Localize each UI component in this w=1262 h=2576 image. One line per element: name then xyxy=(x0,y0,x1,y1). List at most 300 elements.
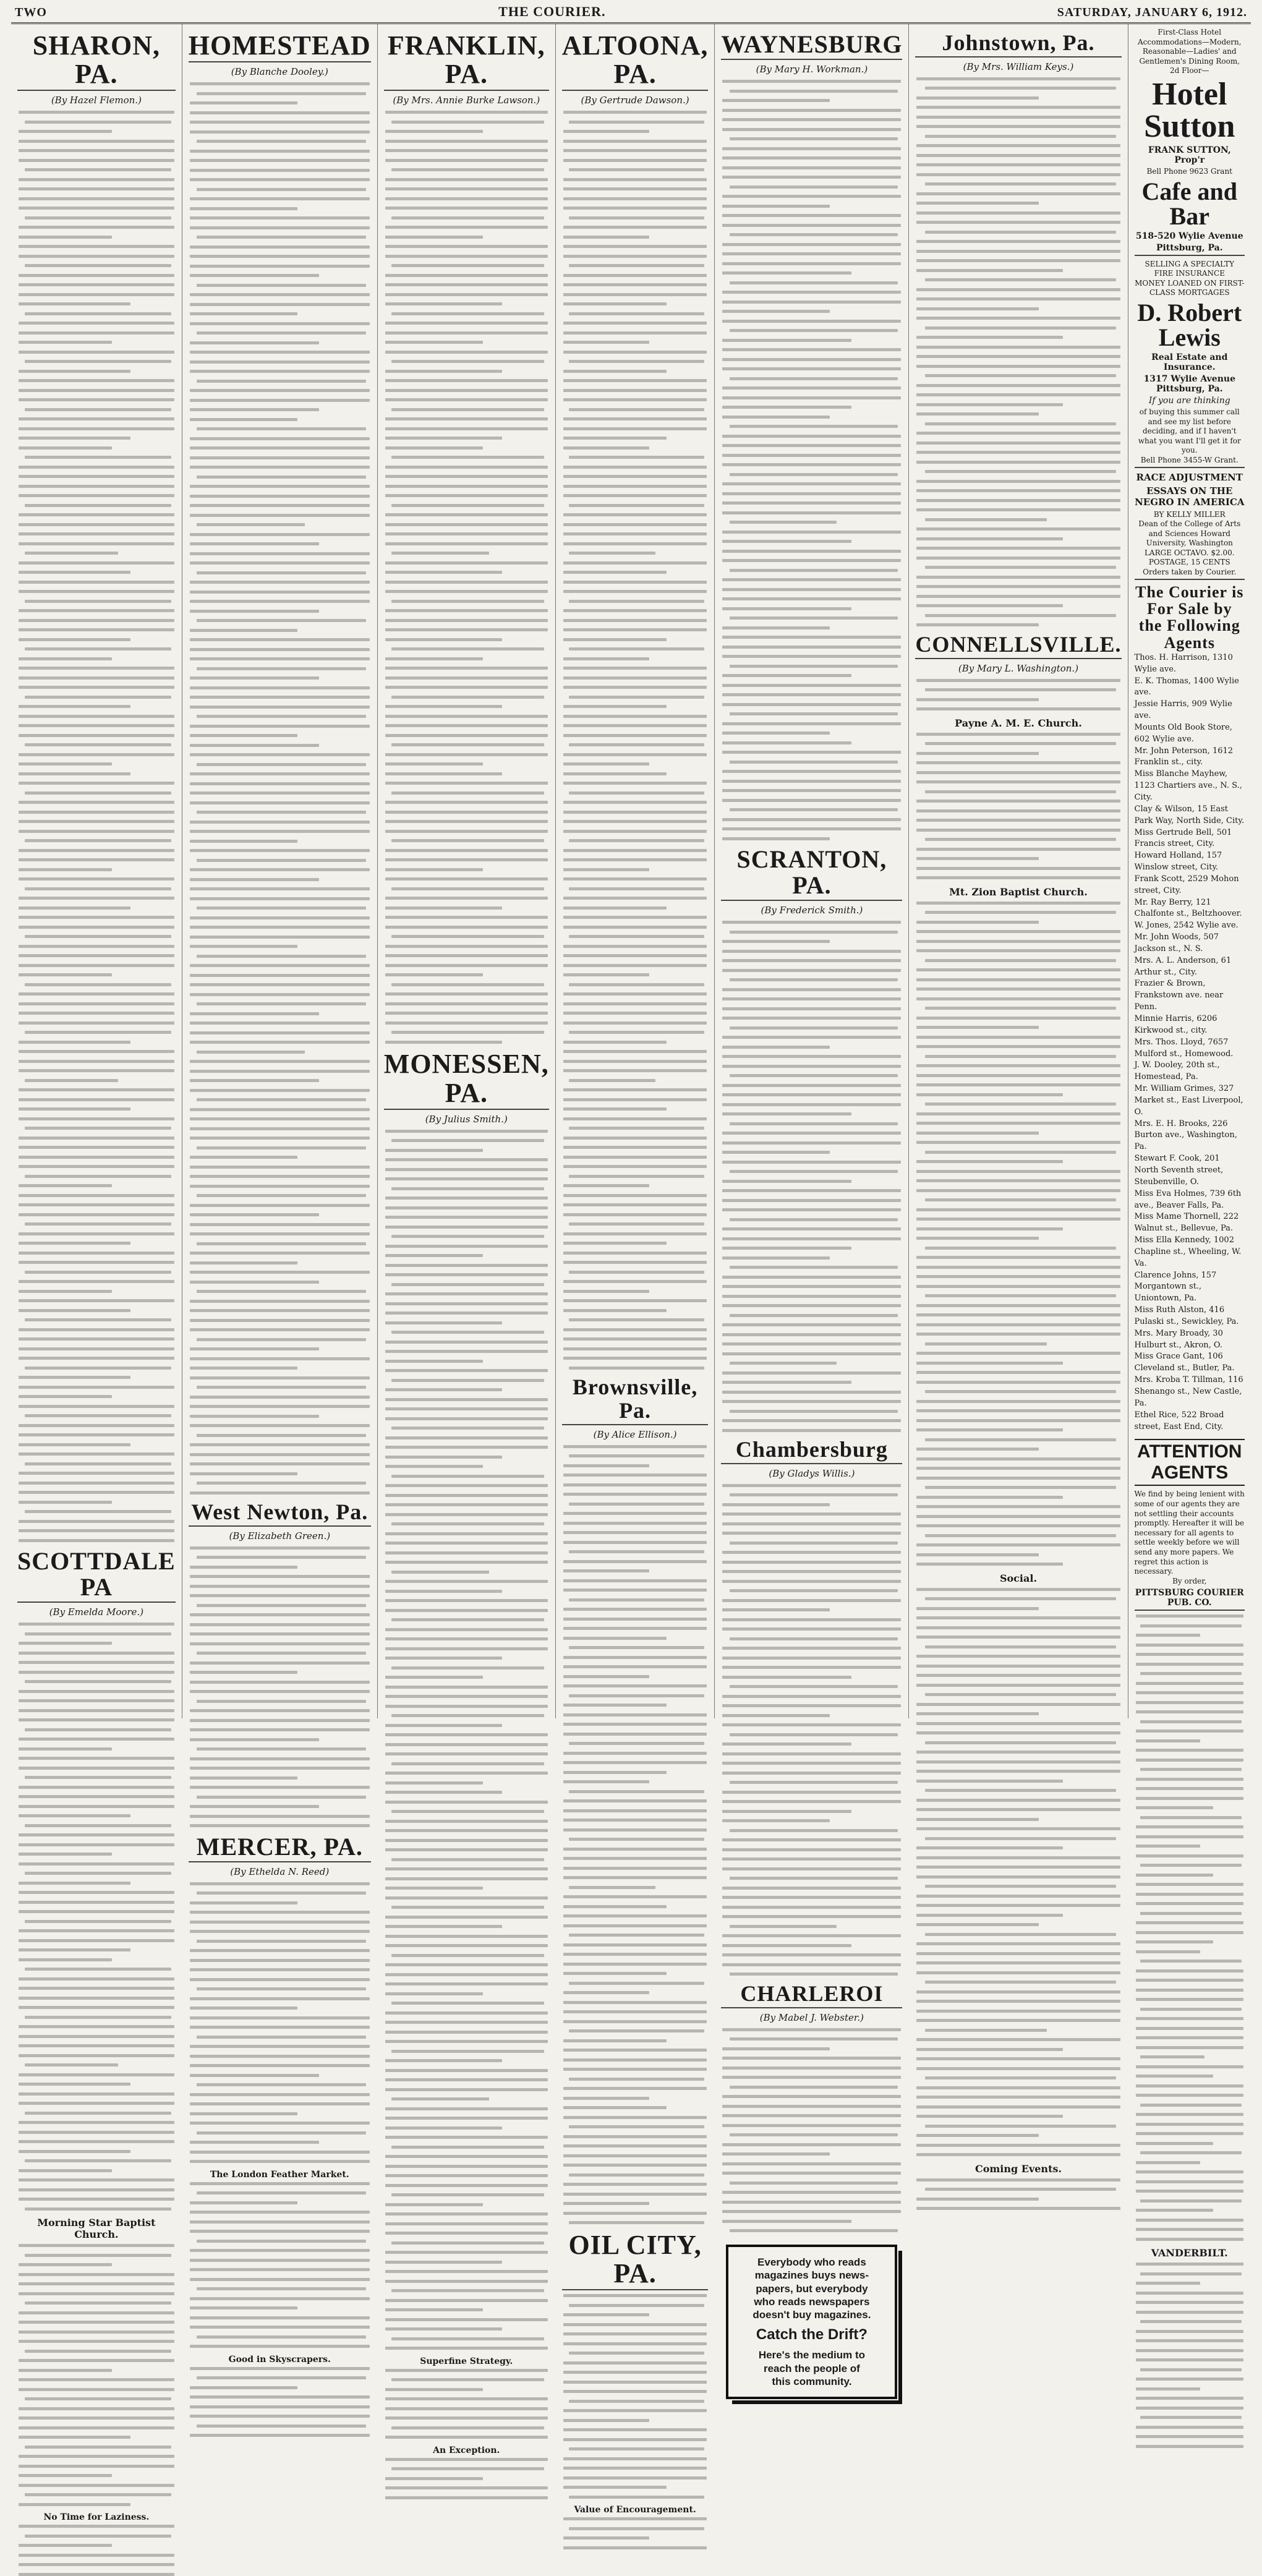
text-line xyxy=(563,657,650,660)
text-line xyxy=(569,2352,704,2355)
text-line xyxy=(916,1990,1120,1994)
text-line xyxy=(190,1070,370,1073)
text-line xyxy=(925,1597,1116,1600)
text-line xyxy=(563,2087,707,2090)
text-line xyxy=(190,130,370,134)
text-line xyxy=(19,1901,174,1904)
text-line xyxy=(19,1107,130,1111)
body-text xyxy=(722,80,901,840)
lewis-ad-sub: Real Estate and Insurance. xyxy=(1151,352,1228,372)
text-line xyxy=(563,331,707,335)
text-line xyxy=(563,724,707,727)
text-line xyxy=(391,2378,544,2381)
text-line xyxy=(391,1139,544,1142)
text-line xyxy=(25,1872,171,1875)
text-line xyxy=(563,609,707,612)
text-line xyxy=(385,590,548,593)
text-line xyxy=(1136,1874,1214,1877)
section-head-scottdale: SCOTTDALE PA xyxy=(17,1547,176,1601)
text-line xyxy=(722,1848,901,1851)
text-line xyxy=(19,1424,174,1427)
text-line xyxy=(190,1901,298,1904)
text-line xyxy=(722,703,901,706)
text-line xyxy=(1136,2349,1243,2352)
text-line xyxy=(385,1465,483,1468)
text-line xyxy=(730,473,898,476)
text-line xyxy=(25,887,171,890)
text-line xyxy=(1136,1854,1243,1857)
text-line xyxy=(190,2434,370,2437)
text-line xyxy=(19,2131,174,2134)
text-line xyxy=(385,1705,548,1708)
text-line xyxy=(563,1146,707,1149)
text-line xyxy=(385,1321,502,1324)
text-line xyxy=(569,1079,655,1082)
text-line xyxy=(190,2151,370,2154)
text-line xyxy=(19,1491,174,1494)
text-line xyxy=(190,2415,370,2418)
text-line xyxy=(19,1088,174,1091)
text-line xyxy=(385,187,548,190)
text-line xyxy=(563,2144,707,2147)
text-line xyxy=(385,494,548,497)
text-line xyxy=(19,1757,174,1760)
text-line xyxy=(19,715,174,718)
text-line xyxy=(925,2029,1047,2032)
text-line xyxy=(916,1218,1120,1221)
text-line xyxy=(385,532,548,535)
text-line xyxy=(925,1151,1116,1154)
text-line xyxy=(916,163,1120,166)
text-line xyxy=(19,2035,174,2038)
text-line xyxy=(722,147,901,150)
text-line xyxy=(916,2115,1063,2118)
text-line xyxy=(190,533,370,536)
text-line xyxy=(197,1386,366,1389)
text-line xyxy=(563,1252,707,1255)
text-line xyxy=(190,485,370,488)
text-line xyxy=(916,461,1120,464)
text-line xyxy=(563,1589,707,1592)
text-line xyxy=(19,1290,112,1293)
cta-line: doesn't buy magazines. xyxy=(753,2309,871,2321)
text-line xyxy=(25,2397,171,2400)
text-line xyxy=(916,867,1120,870)
divider xyxy=(384,90,549,91)
text-line xyxy=(385,1935,548,1938)
text-line xyxy=(916,968,1120,971)
text-line xyxy=(190,638,370,641)
text-line xyxy=(722,2172,901,2175)
text-line xyxy=(916,819,1120,822)
text-line xyxy=(25,1271,171,1274)
text-line xyxy=(563,2001,707,2004)
text-line xyxy=(563,801,707,804)
text-line xyxy=(385,724,548,727)
text-line xyxy=(19,1747,112,1751)
text-line xyxy=(1136,2209,1214,2212)
text-line xyxy=(916,623,1038,626)
text-line xyxy=(925,1885,1116,1888)
text-line xyxy=(916,1543,1120,1546)
text-line xyxy=(19,1833,174,1836)
text-line xyxy=(385,2165,548,2168)
text-line xyxy=(25,1920,171,1923)
text-line xyxy=(385,1158,548,1161)
text-line xyxy=(722,1599,901,1602)
text-line xyxy=(1136,1701,1243,1704)
text-line xyxy=(722,1896,901,1899)
text-line xyxy=(563,226,707,229)
text-line xyxy=(19,2282,174,2285)
text-line xyxy=(190,1472,298,1475)
text-line xyxy=(1136,2017,1243,2020)
text-line xyxy=(19,1997,174,2000)
text-line xyxy=(569,1222,704,1226)
text-line xyxy=(385,1609,548,1612)
text-line xyxy=(385,1177,548,1180)
text-line xyxy=(19,877,174,881)
text-line xyxy=(385,197,548,200)
text-line xyxy=(19,293,174,296)
text-line xyxy=(563,2294,707,2297)
text-line xyxy=(722,1007,901,1010)
text-line xyxy=(197,1194,366,1197)
text-line xyxy=(563,2202,650,2205)
text-line xyxy=(925,1486,1116,1489)
text-line xyxy=(19,1987,174,1990)
text-line xyxy=(1140,1720,1242,1723)
text-line xyxy=(19,1661,174,1664)
text-line xyxy=(722,128,901,131)
text-line xyxy=(916,1313,1120,1316)
text-line xyxy=(916,1684,1120,1687)
text-line xyxy=(569,1886,655,1889)
text-line xyxy=(1136,2378,1243,2381)
divider xyxy=(915,56,1121,58)
text-line xyxy=(190,2278,370,2281)
text-line xyxy=(563,475,707,478)
text-line xyxy=(391,2241,544,2245)
text-line xyxy=(385,1041,502,1044)
text-line xyxy=(385,657,483,660)
text-line xyxy=(385,992,548,996)
text-line xyxy=(916,1419,1120,1422)
text-line xyxy=(563,322,707,325)
text-line xyxy=(385,1254,483,1257)
text-line xyxy=(916,221,1120,224)
text-line xyxy=(190,1041,370,1044)
text-line xyxy=(385,1982,548,1985)
text-line xyxy=(722,454,901,457)
text-line xyxy=(925,1007,1116,1010)
text-line xyxy=(569,887,704,890)
lewis-ad-thinking: If you are thinking xyxy=(1148,395,1230,406)
text-line xyxy=(916,679,1120,682)
text-line xyxy=(1136,1759,1243,1762)
text-line xyxy=(563,1261,707,1264)
text-line xyxy=(730,521,837,524)
text-line xyxy=(563,1857,707,1860)
lewis-ad-name: D. Robert Lewis xyxy=(1137,298,1242,351)
text-line xyxy=(1136,2027,1243,2030)
text-line xyxy=(563,1819,707,1822)
text-line xyxy=(19,2359,174,2362)
text-line xyxy=(19,858,174,861)
text-line xyxy=(190,2259,370,2262)
text-line xyxy=(569,2029,704,2032)
text-line xyxy=(916,1237,1038,1240)
text-line xyxy=(563,1675,650,1678)
text-line xyxy=(19,2563,174,2566)
text-line xyxy=(563,945,707,948)
text-line xyxy=(197,667,366,670)
text-line xyxy=(563,762,650,766)
text-line xyxy=(722,1017,901,1020)
text-line xyxy=(1136,1940,1214,1943)
text-line xyxy=(916,2096,1120,2099)
divider xyxy=(721,1463,902,1464)
text-line xyxy=(1136,1921,1243,1924)
text-line xyxy=(19,705,130,708)
text-line xyxy=(722,1151,829,1154)
text-line xyxy=(916,2178,1120,2181)
text-line xyxy=(1140,1768,1242,1771)
text-line xyxy=(563,1021,707,1025)
text-line xyxy=(190,897,370,900)
text-line xyxy=(190,1213,320,1216)
text-line xyxy=(722,1944,851,1947)
text-line xyxy=(391,1714,544,1717)
text-line xyxy=(19,542,174,545)
text-line xyxy=(385,561,548,565)
text-line xyxy=(190,437,370,440)
text-line xyxy=(722,751,901,754)
text-line xyxy=(722,195,901,198)
text-line xyxy=(722,997,901,1000)
text-line xyxy=(722,1906,901,1909)
text-line xyxy=(563,1704,667,1707)
text-line xyxy=(19,619,174,622)
text-line xyxy=(563,638,667,641)
text-line xyxy=(190,1424,370,1427)
text-line xyxy=(19,523,174,526)
text-line xyxy=(385,351,548,354)
text-line xyxy=(722,2220,851,2223)
text-line xyxy=(722,416,829,419)
text-line xyxy=(25,360,171,363)
text-line xyxy=(925,2188,1116,2191)
text-line xyxy=(730,1074,898,1077)
text-line xyxy=(1136,1998,1243,2001)
text-line xyxy=(385,417,548,420)
text-line xyxy=(19,1357,174,1360)
text-line xyxy=(730,616,898,620)
text-line xyxy=(190,1824,370,1827)
text-line xyxy=(197,523,305,526)
text-line xyxy=(190,983,370,986)
text-line xyxy=(916,2067,1120,2070)
text-line xyxy=(190,964,370,967)
text-line xyxy=(563,187,707,190)
text-line xyxy=(25,1222,171,1226)
text-line xyxy=(916,1731,1120,1734)
cta-closing: this community. xyxy=(772,2375,852,2387)
text-line xyxy=(391,647,544,650)
text-line xyxy=(916,1093,1063,1096)
text-line xyxy=(563,1137,707,1140)
subhead: Mt. Zion Baptist Church. xyxy=(949,885,1088,898)
text-line xyxy=(385,2040,548,2043)
text-line xyxy=(569,1271,704,1274)
agent-entry: Mr. John Woods, 507 Jackson st., N. S. xyxy=(1134,932,1219,953)
text-line xyxy=(190,1261,298,1265)
byline: (By Mrs. Annie Burke Lawson.) xyxy=(393,95,540,106)
text-line xyxy=(916,2105,1120,2109)
text-line xyxy=(916,1808,1120,1811)
text-line xyxy=(190,1930,370,1933)
text-line xyxy=(722,492,901,495)
text-line xyxy=(569,121,704,124)
text-line xyxy=(190,1204,370,1207)
text-line xyxy=(722,252,901,255)
text-line xyxy=(391,2193,544,2196)
text-line xyxy=(385,954,548,957)
text-line xyxy=(385,1839,548,1842)
text-line xyxy=(563,1914,707,1917)
text-line xyxy=(385,619,548,622)
text-line xyxy=(1136,2170,1243,2173)
text-line xyxy=(569,264,704,267)
text-line xyxy=(569,696,704,699)
sale-agents-head: The Courier is For Sale by the Following Agents xyxy=(1135,582,1244,652)
text-line xyxy=(563,236,650,239)
text-line xyxy=(730,978,898,981)
text-line xyxy=(25,743,171,746)
text-line xyxy=(563,283,707,286)
text-line xyxy=(19,973,112,976)
text-line xyxy=(722,1276,901,1279)
text-line xyxy=(19,466,174,469)
divider xyxy=(189,1861,371,1862)
text-line xyxy=(916,1112,1120,1115)
text-line xyxy=(19,207,174,210)
text-line xyxy=(190,993,370,996)
text-line xyxy=(190,303,370,306)
text-line xyxy=(19,2503,130,2506)
text-line xyxy=(385,1446,548,1449)
text-line xyxy=(563,628,707,631)
agent-entry: Mrs. E. H. Brooks, 226 Burton ave., Washington, Pa. xyxy=(1134,1119,1237,1152)
text-line xyxy=(916,1467,1120,1470)
agent-entry: Mrs. Kroba T. Tillman, 116 Shenango st., New Castle, Pa. xyxy=(1134,1375,1243,1408)
text-line xyxy=(385,2327,502,2331)
text-line xyxy=(722,959,901,962)
text-line xyxy=(730,2133,898,2136)
text-line xyxy=(916,1256,1120,1259)
text-line xyxy=(1136,1739,1201,1742)
text-line xyxy=(1136,2161,1201,2164)
subhead-vanderbilt: VANDERBILT. xyxy=(1151,2247,1228,2259)
text-line xyxy=(391,552,489,555)
text-line xyxy=(916,1952,1120,1955)
text-line xyxy=(190,2230,370,2233)
text-line xyxy=(190,1738,320,1741)
text-line xyxy=(385,2496,548,2499)
text-line xyxy=(385,1791,502,1794)
agent-entry: Mrs. A. L. Anderson, 61 Arthur st., City. xyxy=(1134,955,1232,977)
text-line xyxy=(563,2039,667,2042)
text-line xyxy=(722,2057,901,2060)
text-line xyxy=(916,940,1120,943)
text-line xyxy=(385,1398,548,1401)
text-line xyxy=(916,403,1063,406)
text-line xyxy=(563,906,667,910)
text-line xyxy=(1136,2407,1243,2410)
text-line xyxy=(569,360,704,363)
text-line xyxy=(730,281,898,284)
text-line xyxy=(385,2407,548,2410)
agent-entry: Clarence Johns, 157 Morgantown st., Uniontown, Pa. xyxy=(1134,1270,1217,1303)
agent-entry: Miss Mame Thornell, 222 Walnut st., Bellevue, Pa. xyxy=(1134,1212,1239,1234)
text-line xyxy=(385,1417,548,1420)
text-line xyxy=(19,255,174,258)
agent-entry: Mr. John Peterson, 1612 Franklin st., city. xyxy=(1134,746,1234,767)
text-line xyxy=(19,571,130,574)
cta-line: who reads newspapers xyxy=(754,2295,870,2308)
text-line xyxy=(19,1098,174,1101)
text-line xyxy=(563,485,707,488)
text-line xyxy=(916,1588,1120,1591)
text-line xyxy=(190,1462,370,1465)
text-line xyxy=(190,1376,370,1380)
text-line xyxy=(19,1795,174,1798)
text-line xyxy=(1140,1624,1242,1627)
cta-question: Catch the Drift? xyxy=(756,2326,868,2344)
agent-entry: Ethel Rice, 522 Broad street, East End, City. xyxy=(1134,1410,1224,1431)
text-line xyxy=(563,2438,707,2441)
text-line xyxy=(385,705,502,708)
body-text xyxy=(385,2458,548,2499)
text-line xyxy=(563,1618,707,1621)
text-line xyxy=(19,1050,174,1053)
text-line xyxy=(197,1652,366,1655)
text-line xyxy=(1136,1989,1243,1992)
text-line xyxy=(19,2426,174,2429)
text-line xyxy=(569,456,704,459)
text-line xyxy=(19,590,174,593)
text-line xyxy=(916,1496,1063,1499)
text-line xyxy=(563,2536,650,2540)
text-line xyxy=(569,791,704,795)
text-line xyxy=(19,1520,174,1523)
text-line xyxy=(190,1642,370,1645)
text-line xyxy=(722,1084,901,1087)
text-line xyxy=(190,629,298,632)
text-line xyxy=(19,2311,174,2314)
byline: (By Gertrude Dawson.) xyxy=(581,95,689,106)
text-line xyxy=(19,1156,174,1159)
text-line xyxy=(19,322,174,325)
text-line xyxy=(19,2102,174,2105)
agent-entry: Miss Grace Gant, 106 Cleveland st., Butler, Pa. xyxy=(1134,1352,1235,1373)
text-line xyxy=(563,1117,707,1120)
text-line xyxy=(19,2465,174,2468)
text-line xyxy=(19,772,130,775)
text-line xyxy=(722,1561,901,1564)
text-line xyxy=(190,1357,370,1360)
agent-entry: Howard Holland, 157 Winslow street, City. xyxy=(1134,851,1222,872)
